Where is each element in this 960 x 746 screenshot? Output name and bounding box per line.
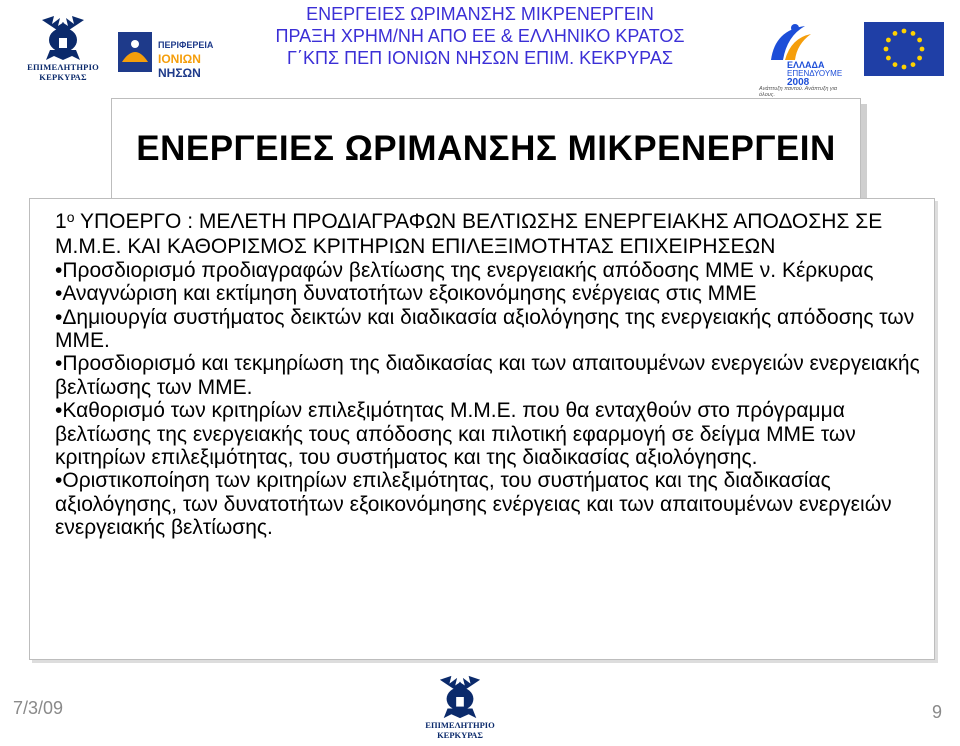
region-logo-line2: ΙΟΝΙΩΝ bbox=[158, 52, 201, 66]
greece-logo-line3: 2008 bbox=[787, 77, 810, 88]
title-box bbox=[111, 98, 861, 204]
chamber-lion-emblem-icon bbox=[432, 674, 488, 720]
bullet-icon: • bbox=[55, 352, 63, 376]
bullet-item bbox=[55, 399, 925, 469]
bullet-icon: • bbox=[55, 399, 63, 423]
content-box bbox=[29, 198, 935, 660]
greece-2008-swoosh-icon bbox=[765, 20, 815, 64]
bullet-text: Προσδιορισμό και τεκμηρίωση της διαδικασίας και των απαιτουμένων ενεργειών ενεργειακής βελτίωσης των ΜΜΕ. bbox=[55, 352, 920, 399]
greece-logo-tagline: Ανάπτυξη παντού. Ανάπτυξη για όλους. bbox=[759, 86, 838, 98]
region-logo bbox=[118, 26, 226, 84]
bullet-item bbox=[55, 352, 925, 399]
chamber-logo-line1: ΕΠΙΜΕΛΗΤΗΡΙΟ bbox=[27, 62, 99, 72]
bullet-item bbox=[55, 259, 925, 282]
bullet-text: Προσδιορισμό προδιαγραφών βελτίωσης της ενεργειακής απόδοσης ΜΜΕ ν. Κέρκυρας bbox=[62, 258, 874, 282]
bullet-icon: • bbox=[55, 305, 63, 329]
page-number: 9 bbox=[932, 702, 943, 722]
bullet-icon: • bbox=[55, 282, 63, 306]
header-text bbox=[235, 3, 725, 69]
bullet-icon: • bbox=[55, 258, 63, 282]
content-text bbox=[55, 210, 925, 540]
bullet-icon: • bbox=[55, 469, 63, 493]
eu-flag-icon bbox=[864, 22, 944, 76]
heading-text: ΥΠΟΕΡΓΟ : ΜΕΛΕΤΗ ΠΡΟΔΙΑΓΡΑΦΩΝ ΒΕΛΤΙΩΣΗΣ ΕΝΕΡΓΕΙΑΚΗΣ ΑΠΟΔΟΣΗΣ ΣΕ Μ.Μ.Ε. ΚΑΙ ΚΑΘΟΡΙΣΜΟΣ ΚΡΙΤΗΡΙΩΝ ΕΠΙΛΕΞΙΜΟΤΗΤΑΣ ΕΠΙΧΕΙΡΗΣΕΩΝ bbox=[55, 210, 883, 259]
region-emblem-icon bbox=[118, 32, 152, 72]
region-logo-line3: ΝΗΣΩΝ bbox=[158, 66, 201, 80]
bullet-item bbox=[55, 306, 925, 353]
bullet-text: Καθορισμό των κριτηρίων επιλεξιμότητας Μ.Μ.Ε. που θα ενταχθούν στο πρόγραμμα βελτίωσης της ενεργειακής τους απόδοσης και πιλοτική εφαρμογή σε δείγμα ΜΜΕ των κριτηρίων επιλεξιμότητας, του συστήματος και της διαδικασίας αξιολόγησης. bbox=[55, 399, 856, 470]
region-logo-line1: ΠΕΡΙΦΕΡΕΙΑ bbox=[158, 40, 214, 50]
heading-superscript: ο bbox=[66, 209, 75, 225]
header-line-2: ΠΡΑΞΗ ΧΡΗΜ/ΝΗ ΑΠΟ ΕΕ & ΕΛΛΗΝΙΚΟ ΚΡΑΤΟΣ bbox=[275, 26, 685, 46]
footer-logo-line1: ΕΠΙΜΕΛΗΤΗΡΙΟ bbox=[425, 720, 495, 730]
chamber-lion-emblem-icon bbox=[36, 14, 90, 62]
content-heading bbox=[55, 210, 925, 259]
greece-logo-line2: ΕΠΕΝΔΥΟΥΜΕ bbox=[787, 69, 843, 78]
greece-2008-logo bbox=[755, 20, 847, 98]
chamber-logo bbox=[22, 14, 104, 94]
bullet-text: Οριστικοποίηση των κριτηρίων επιλεξιμότητας, του συστήματος και της διαδικασίας αξιολόγησης, των δυνατοτήτων εξοικονόμησης ενέργειας και των απαιτουμένων ενεργειών ενεργειακής βελτίωσης. bbox=[55, 469, 892, 540]
header-line-1: ΕΝΕΡΓΕΙΕΣ ΩΡΙΜΑΝΣΗΣ ΜΙΚΡΕΝΕΡΓΕΙΝ bbox=[306, 4, 654, 24]
bullet-item bbox=[55, 469, 925, 539]
bullet-item bbox=[55, 282, 925, 305]
footer-date: 7/3/09 bbox=[13, 698, 64, 718]
heading-number: 1 bbox=[55, 210, 67, 233]
bullet-text: Αναγνώριση και εκτίμηση δυνατοτήτων εξοικονόμησης ενέργειας στις ΜΜΕ bbox=[62, 282, 757, 306]
footer-logo-line2: ΚΕΡΚΥΡΑΣ bbox=[437, 730, 483, 740]
bullet-text: Δημιουργία συστήματος δεικτών και διαδικασία αξιολόγησης της ενεργειακής απόδοσης των ΜΜΕ. bbox=[55, 305, 915, 353]
greece-logo-line1: ΕΛΛΑΔΑ bbox=[787, 60, 825, 70]
chamber-logo-line2: ΚΕΡΚΥΡΑΣ bbox=[39, 72, 87, 82]
footer-chamber-logo bbox=[418, 674, 502, 746]
header-line-3: Γ΄ΚΠΣ ΠΕΠ ΙΟΝΙΩΝ ΝΗΣΩΝ ΕΠΙΜ. ΚΕΚΡΥΡΑΣ bbox=[287, 48, 673, 68]
slide-title: ΕΝΕΡΓΕΙΕΣ ΩΡΙΜΑΝΣΗΣ ΜΙΚΡΕΝΕΡΓΕΙΝ bbox=[136, 129, 836, 168]
